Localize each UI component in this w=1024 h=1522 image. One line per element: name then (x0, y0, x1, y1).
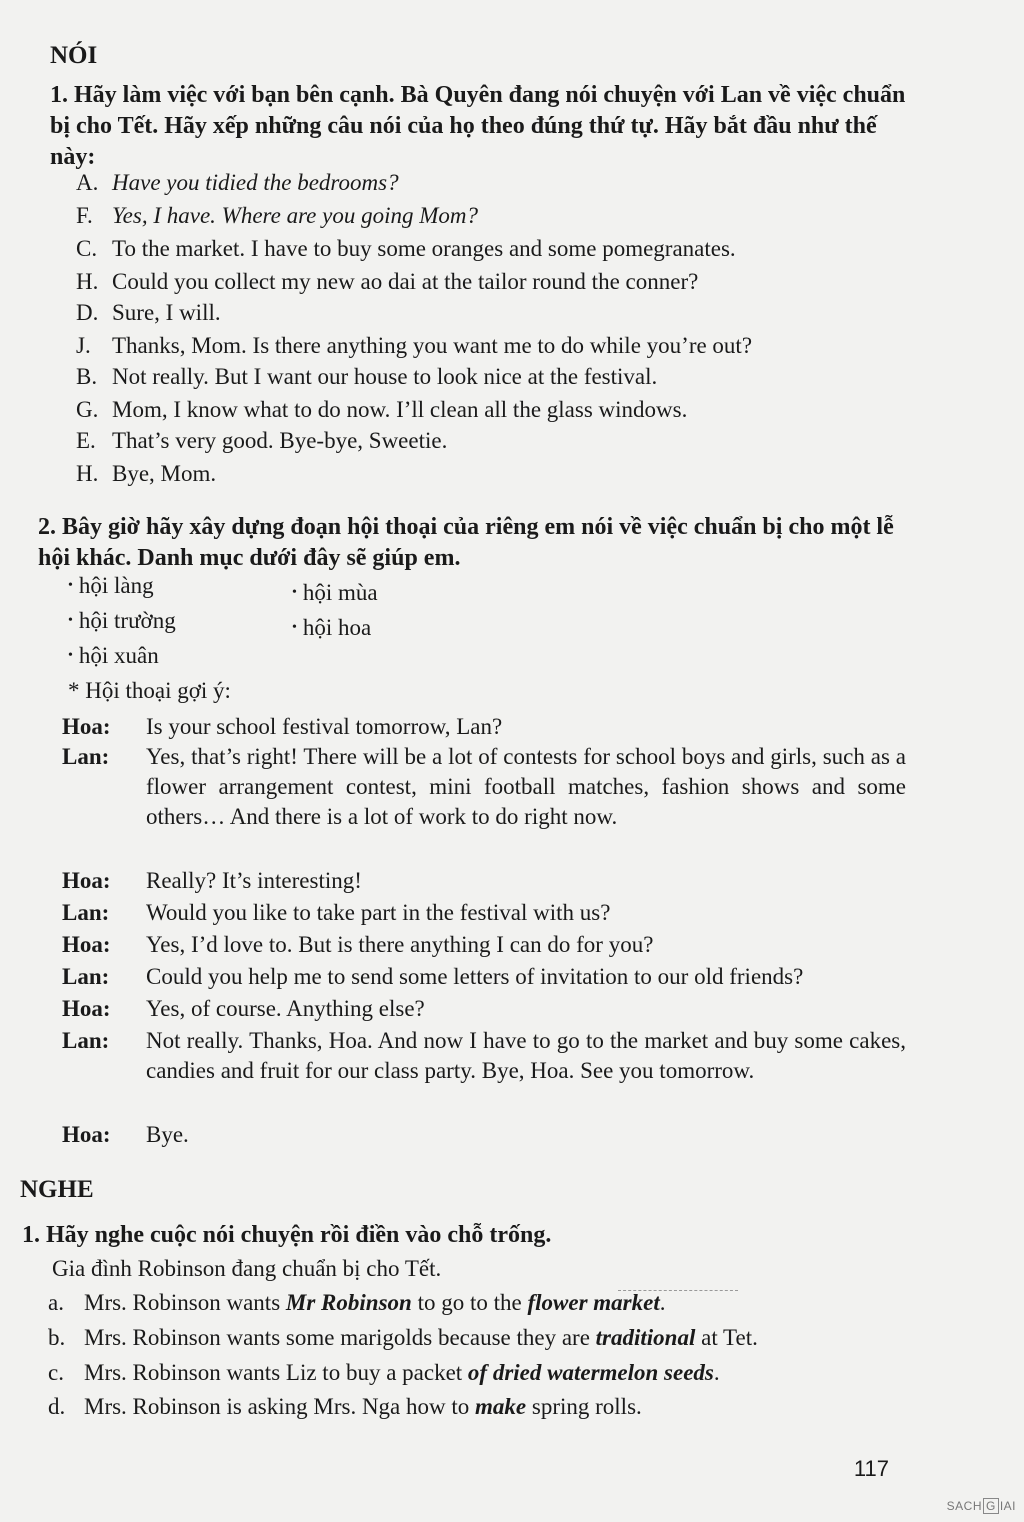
option-text: Yes, I have. Where are you going Mom? (112, 203, 479, 228)
speaker-name: Hoa: (62, 932, 111, 957)
option-text: Not really. But I want our house to look nice at the festival. (112, 364, 658, 389)
option-text: Thanks, Mom. Is there anything you want me to do while you’re out? (112, 333, 753, 358)
option-letter: H. (76, 461, 99, 486)
ordering-line (76, 269, 698, 295)
dialogue-line: Bye. (146, 1122, 189, 1147)
festival-name: hội làng (78, 573, 154, 598)
ordering-line (76, 461, 216, 487)
ordering-line (76, 236, 736, 262)
item-text: spring rolls. (526, 1394, 642, 1419)
option-letter: J. (76, 333, 91, 358)
festival-name: hội mùa (302, 580, 378, 605)
fill-in-item (48, 1290, 665, 1316)
site-logo (947, 1498, 1016, 1514)
ordering-line (76, 333, 752, 359)
festival-item (68, 573, 154, 599)
bullet-icon: • (292, 620, 297, 635)
option-text: Sure, I will. (112, 300, 221, 325)
dialogue-line: Could you help me to send some letters of invitation to our old friends? (146, 964, 804, 989)
option-letter: H. (76, 269, 99, 294)
bullet-icon: • (68, 648, 73, 663)
item-text: Mrs. Robinson wants Liz to buy a packet (84, 1360, 468, 1385)
item-text: . (713, 1360, 720, 1385)
section-heading-nghe: NGHE (20, 1176, 94, 1203)
dialogue-line: Not really. Thanks, Hoa. And now I have to go to the market and buy some cakes, candies and fruit for our class party. Bye, Hoa. See you tomorrow. (146, 1028, 906, 1083)
dialogue-line: Yes, I’d love to. But is there anything I can do for you? (146, 932, 654, 957)
logo-text-right: IAI (999, 1499, 1016, 1513)
speaker-name: Lan: (62, 964, 110, 989)
answer-text: flower market (527, 1290, 660, 1315)
ordering-line (76, 170, 399, 196)
ordering-line (76, 364, 657, 390)
item-text: Mrs. Robinson is asking Mrs. Nga how to (84, 1394, 476, 1419)
dialogue-line: Really? It’s interesting! (146, 868, 362, 893)
item-text: at Tet. (695, 1325, 758, 1350)
festival-item (68, 608, 176, 634)
dialogue-line: Would you like to take part in the festival with us? (146, 900, 611, 925)
ordering-line (76, 300, 221, 326)
item-text: Mrs. Robinson wants (84, 1290, 286, 1315)
option-letter: A. (76, 170, 99, 195)
item-text: . (659, 1290, 666, 1315)
speaker-name: Lan: (62, 744, 110, 769)
section-heading-noi: NÓI (50, 42, 98, 69)
festival-name: hội xuân (78, 643, 159, 668)
bullet-icon: • (68, 578, 73, 593)
ordering-line (76, 203, 478, 229)
speaker-name: Hoa: (62, 1122, 111, 1147)
fill-in-item (48, 1394, 642, 1420)
dialogue-line: Is your school festival tomorrow, Lan? (146, 714, 503, 739)
speaker-name: Lan: (62, 1028, 110, 1053)
ordering-line (76, 428, 447, 454)
speaker-name: Lan: (62, 900, 110, 925)
listening-intro: Gia đình Robinson đang chuẩn bị cho Tết. (52, 1256, 442, 1281)
option-letter: B. (76, 364, 98, 389)
dialogue-suggestion-label: * Hội thoại gợi ý: (68, 678, 231, 703)
option-text: Bye, Mom. (112, 461, 217, 486)
ordering-line (76, 397, 687, 423)
page-number: 117 (853, 1456, 889, 1481)
option-letter: D. (76, 300, 99, 325)
option-letter: E. (76, 428, 96, 453)
item-text: to go to the (411, 1290, 528, 1315)
logo-box-letter: G (983, 1498, 999, 1514)
speaker-name: Hoa: (62, 868, 111, 893)
fill-in-item (48, 1325, 758, 1351)
option-text: Could you collect my new ao dai at the tailor round the conner? (112, 269, 699, 294)
answer-text: make (475, 1394, 527, 1419)
option-text: To the market. I have to buy some oranges and some pomegranates. (112, 236, 736, 261)
question-1-title: 1. Hãy làm việc với bạn bên cạnh. Bà Quyên đang nói chuyện với Lan về việc chuẩn bị cho Tết. Hãy xếp những câu nói của họ theo đúng thứ tự. Hãy bắt đầu như thế này: (50, 82, 906, 170)
logo-text-left: SACH (946, 1499, 982, 1513)
festival-item (68, 643, 159, 669)
option-letter: F. (76, 203, 93, 228)
answer-text: traditional (595, 1325, 696, 1350)
festival-name: hội hoa (302, 615, 372, 640)
item-letter: d. (48, 1394, 66, 1419)
option-letter: C. (76, 236, 98, 261)
dialogue-line: Yes, that’s right! There will be a lot of contests for school boys and girls, such as a flower arrangement contest, mini football matches, fashion shows and some others… And there is a lot of work to do right now. (146, 744, 906, 829)
item-letter: c. (48, 1360, 64, 1385)
answer-text: of dried watermelon seeds (467, 1360, 714, 1385)
festival-name: hội trường (78, 608, 176, 633)
bullet-icon: • (292, 585, 297, 600)
item-letter: b. (48, 1325, 66, 1350)
listening-question-title: 1. Hãy nghe cuộc nói chuyện rồi điền vào chỗ trống. (22, 1222, 552, 1248)
fill-in-item (48, 1360, 720, 1386)
answer-text: Mr Robinson (285, 1290, 412, 1315)
option-text: That’s very good. Bye-bye, Sweetie. (112, 428, 448, 453)
bullet-icon: • (68, 613, 73, 628)
festival-item (292, 580, 378, 606)
option-text: Have you tidied the bedrooms? (112, 170, 399, 195)
dialogue-line: Yes, of course. Anything else? (146, 996, 425, 1021)
festival-item (292, 615, 371, 641)
question-2-title: 2. Bây giờ hãy xây dựng đoạn hội thoại của riêng em nói về việc chuẩn bị cho một lễ hội khác. Danh mục dưới đây sẽ giúp em. (38, 514, 894, 571)
item-text: Mrs. Robinson wants some marigolds because they are (84, 1325, 596, 1350)
option-text: Mom, I know what to do now. I’ll clean all the glass windows. (112, 397, 688, 422)
item-letter: a. (48, 1290, 64, 1315)
speaker-name: Hoa: (62, 714, 111, 739)
option-letter: G. (76, 397, 99, 422)
speaker-name: Hoa: (62, 996, 111, 1021)
